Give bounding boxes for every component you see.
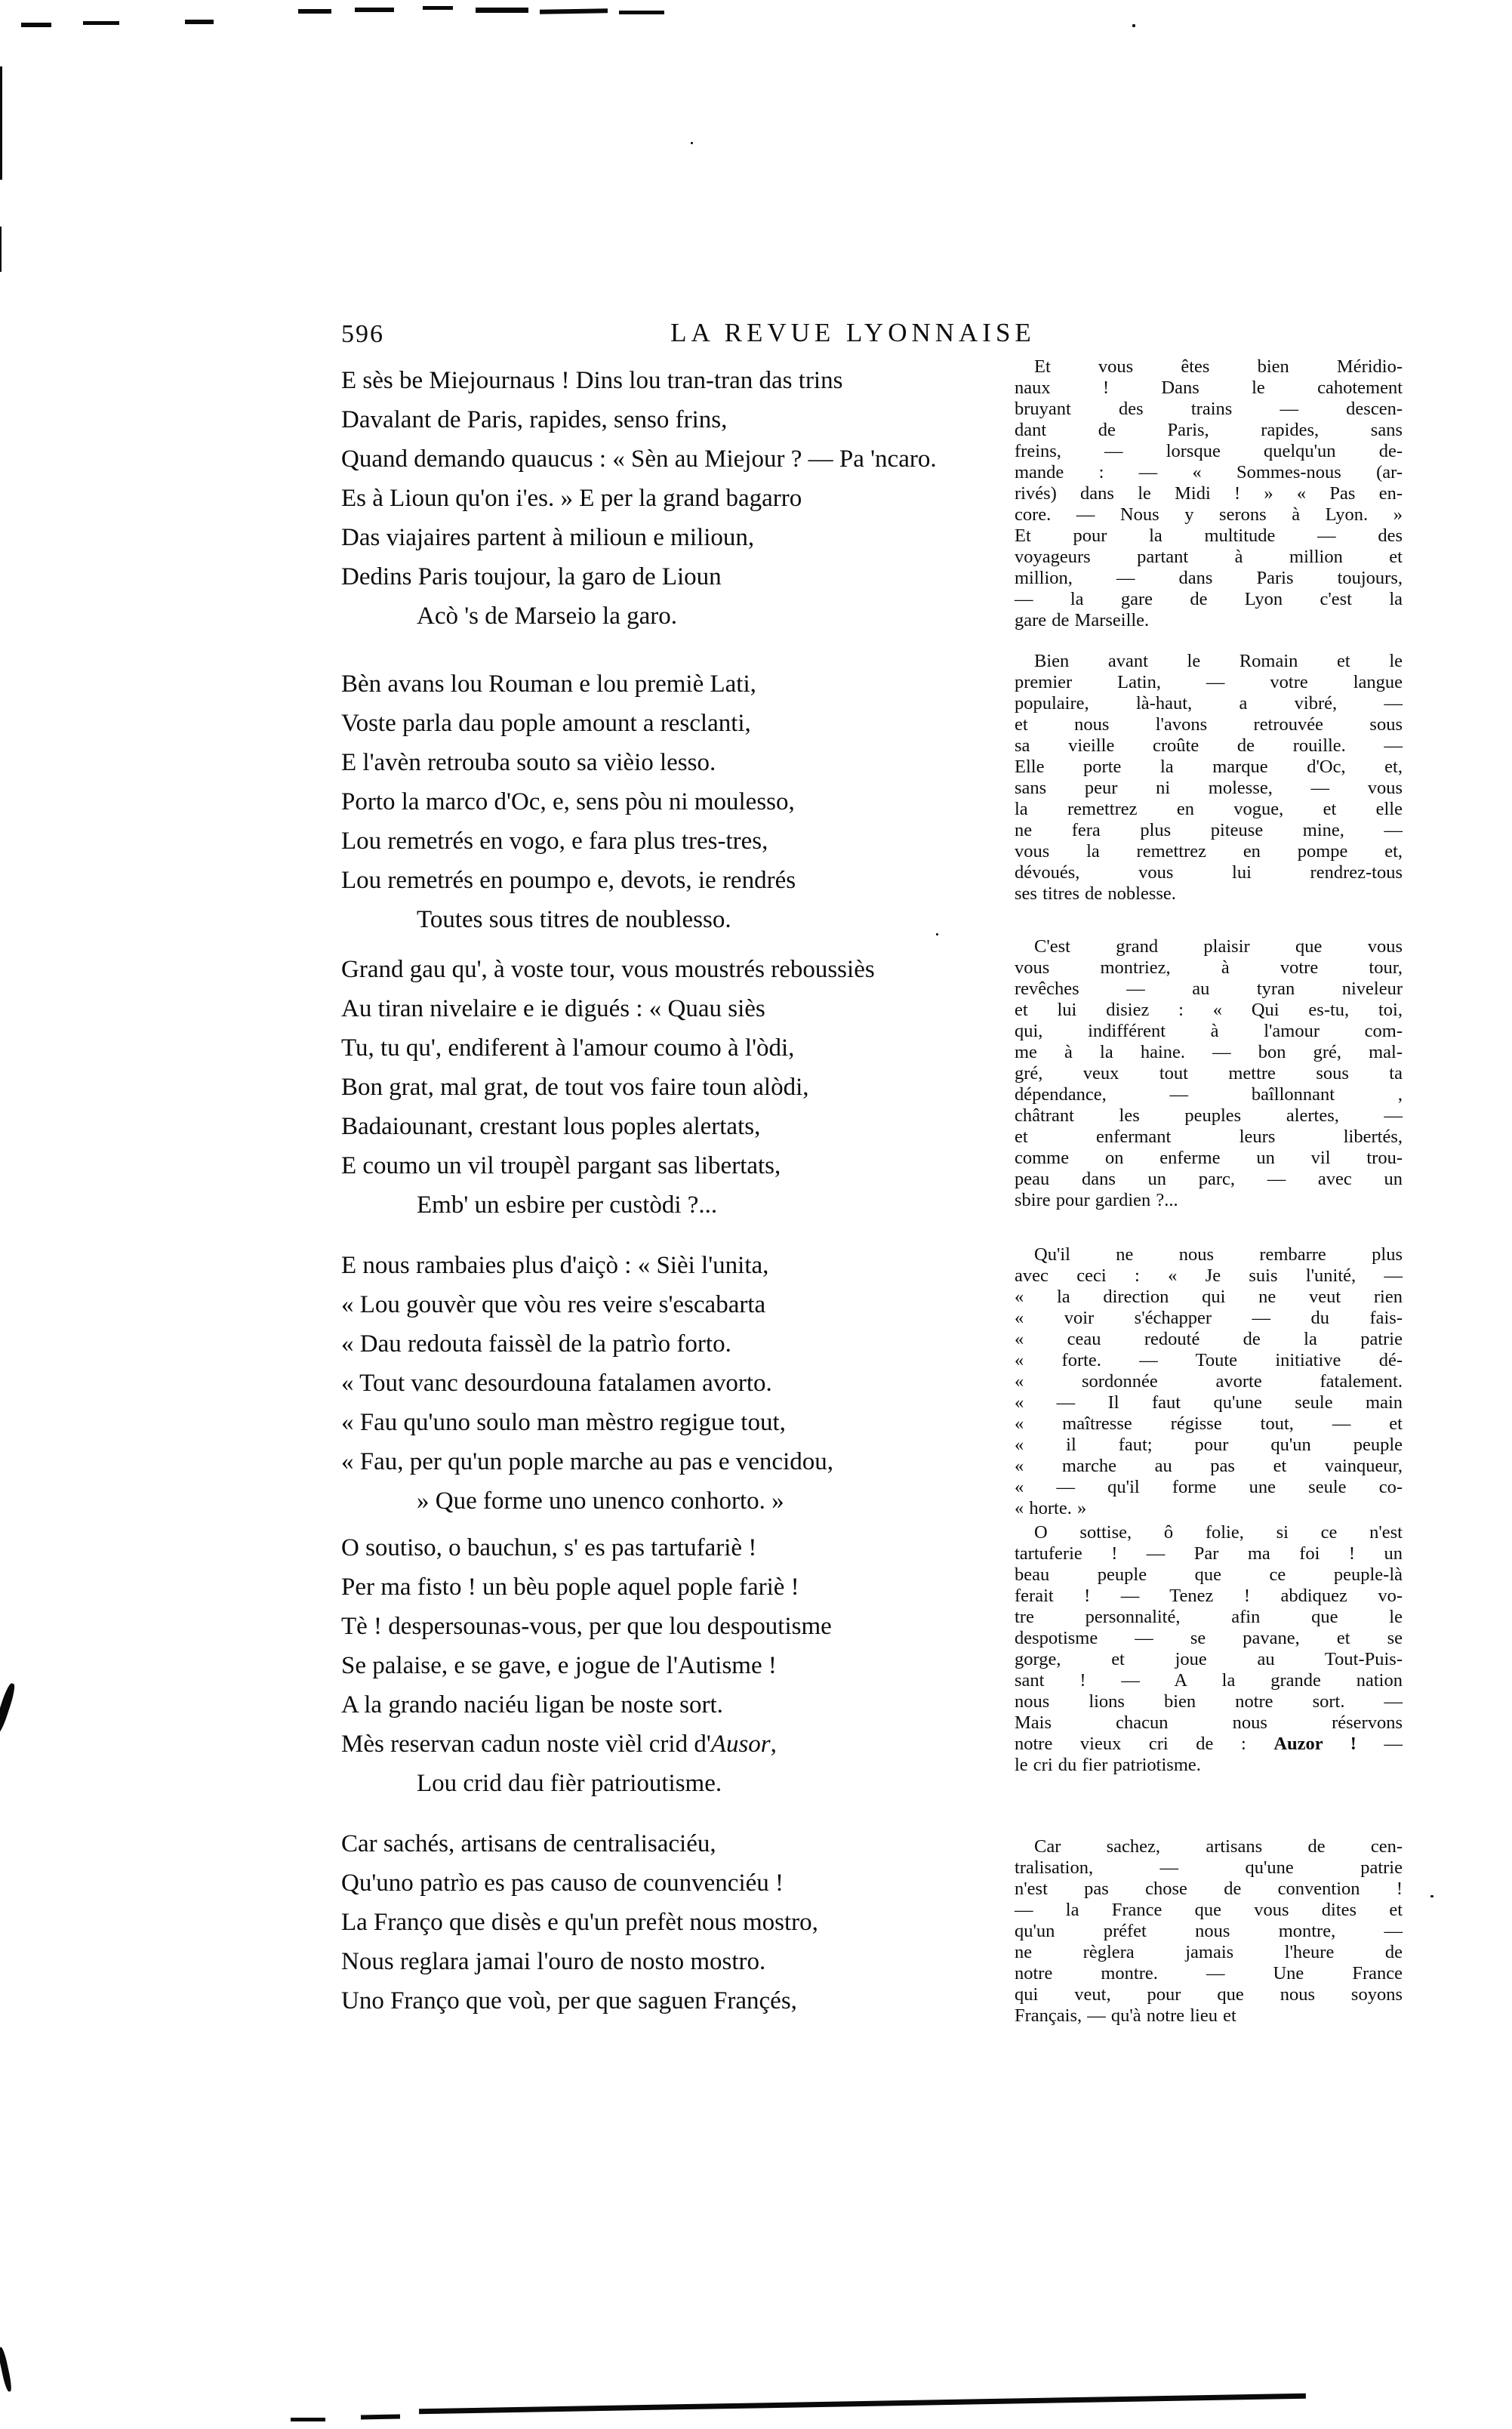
gloss-line: nous lions bien notre sort. — (1015, 1691, 1403, 1712)
poem-line: Per ma fisto ! un bèu pople aquel pople fariè ! (341, 1574, 799, 1601)
gloss-line: Français, — qu'à notre lieu et (1015, 2005, 1236, 2026)
gloss-line: « il faut; pour qu'un peuple (1015, 1435, 1403, 1455)
scan-artifact-top-dash (619, 11, 664, 14)
gloss-line: — la France que vous dites et (1015, 1900, 1403, 1920)
gloss-line: Et vous êtes bien Méridio- (1034, 356, 1403, 377)
gloss-line: le cri du fier patriotisme. (1015, 1755, 1201, 1775)
gloss-line: vous la remettrez en pompe et, (1015, 841, 1403, 862)
gloss-line: et lui disiez : « Qui es-tu, toi, (1015, 1000, 1403, 1020)
poem-line: O soutiso, o bauchun, s' es pas tartufariè ! (341, 1534, 757, 1561)
page-number: 596 (341, 320, 384, 348)
gloss-line: despotisme — se pavane, et se (1015, 1628, 1403, 1648)
poem-line: Davalant de Paris, rapides, senso frins, (341, 406, 728, 433)
poem-line: « Fau, per qu'un pople marche au pas e vencidou, (341, 1448, 833, 1475)
poem-line: Mès reservan cadun noste vièl crid d'Ausor, (341, 1731, 777, 1758)
poem-line: Es à Lioun qu'on i'es. » E per la grand bagarro (341, 485, 802, 512)
poem-line: Uno Franço que voù, per que saguen Françés, (341, 1987, 797, 2014)
gloss-line: Mais chacun nous réservons (1015, 1712, 1403, 1733)
poem-line: Car sachés, artisans de centralisaciéu, (341, 1830, 716, 1857)
gloss-line: mande : — « Sommes-nous (ar- (1015, 462, 1403, 482)
scan-artifact-top-dash (21, 23, 51, 27)
gloss-line: « forte. — Toute initiative dé- (1015, 1350, 1403, 1370)
gloss-line: « marche au pas et vainqueur, (1015, 1456, 1403, 1476)
gloss-line: sbire pour gardien ?... (1015, 1190, 1178, 1210)
poem-line: Tè ! despersounas-vous, per que lou despoutisme (341, 1613, 832, 1640)
gloss-line: « horte. » (1015, 1498, 1087, 1518)
gloss-line: tre personnalité, afin que le (1015, 1607, 1403, 1627)
gloss-line: Elle porte la marque d'Oc, et, (1015, 757, 1403, 777)
poem-line: E coumo un vil troupèl pargant sas libertats, (341, 1152, 781, 1179)
gloss-line: beau peuple que ce peuple-là (1015, 1564, 1403, 1585)
scan-artifact-left-line (0, 66, 2, 180)
poem-line: » Que forme uno unenco conhorto. » (417, 1487, 784, 1515)
poem-line: E l'avèn retrouba souto sa vièio lesso. (341, 749, 716, 776)
gloss-line: naux ! Dans le cahotement (1015, 378, 1403, 398)
poem-line: Quand demando quaucus : « Sèn au Miejour ? — Pa 'ncaro. (341, 445, 937, 473)
scan-artifact-top-dash (476, 8, 528, 13)
gloss-line: bruyant des trains — descen- (1015, 399, 1403, 419)
gloss-line: qui, indifférent à l'amour com- (1015, 1021, 1403, 1041)
gloss-line: la remettrez en vogue, et elle (1015, 799, 1403, 819)
gloss-line: n'est pas chose de convention ! (1015, 1879, 1403, 1899)
stanza (341, 1824, 1024, 2021)
gloss-line: gare de Marseille. (1015, 610, 1150, 630)
gloss-line: dévoués, vous lui rendrez-tous (1015, 862, 1403, 883)
stanza (341, 1528, 1024, 1803)
gloss-line: freins, — lorsque quelqu'un de- (1015, 441, 1403, 461)
scan-artifact-left-blot (0, 1682, 17, 1735)
gloss-line: vous montriez, à votre tour, (1015, 957, 1403, 978)
gloss-line: ne règlera jamais l'heure de (1015, 1942, 1403, 1962)
gloss-paragraph (1015, 1244, 1403, 1519)
gloss-line: gré, veux tout mettre sous ta (1015, 1063, 1403, 1083)
gloss-line: « sordonnée avorte fatalement. (1015, 1371, 1403, 1392)
gloss-line: qui veut, pour que nous soyons (1015, 1984, 1403, 2005)
poem-line: La Franço que disès e qu'un prefèt nous mostro, (341, 1909, 818, 1936)
translation-column (1015, 0, 1403, 2429)
gloss-line: sant ! — A la grande nation (1015, 1670, 1403, 1691)
gloss-line: « voir s'échapper — du fais- (1015, 1308, 1403, 1328)
poem-line: « Tout vanc desourdouna fatalamen avorto. (341, 1370, 772, 1397)
poem-line: Lou remetrés en vogo, e fara plus tres-tres, (341, 828, 768, 855)
gloss-line: Qu'il ne nous rembarre plus (1034, 1244, 1403, 1265)
gloss-line: million, — dans Paris toujours, (1015, 568, 1403, 588)
gloss-line: rivés) dans le Midi ! » « Pas en- (1015, 483, 1403, 504)
gloss-line: voyageurs partant à million et (1015, 547, 1403, 567)
gloss-line: — la gare de Lyon c'est la (1015, 589, 1403, 609)
gloss-line: premier Latin, — votre langue (1015, 672, 1403, 692)
poem-line: Au tiran nivelaire e ie digués : « Quau siès (341, 995, 765, 1022)
gloss-line: comme on enferme un vil trou- (1015, 1148, 1403, 1168)
scan-artifact-top-dash (298, 9, 331, 14)
gloss-line: core. — Nous y serons à Lyon. » (1015, 504, 1403, 525)
gloss-line: Et pour la multitude — des (1015, 526, 1403, 546)
scan-artifact-left-line (0, 227, 2, 272)
scan-artifact-top-dash (83, 21, 119, 25)
scan-artifact-speck (691, 142, 693, 144)
gloss-line: notre montre. — Une France (1015, 1963, 1403, 1984)
gloss-line: O sottise, ô folie, si ce n'est (1034, 1522, 1403, 1543)
poem-line: Nous reglara jamai l'ouro de nosto mostro. (341, 1948, 766, 1975)
poem-line: Lou remetrés en poumpo e, devots, ie rendrés (341, 867, 796, 894)
poem-line: Porto la marco d'Oc, e, sens pòu ni moulesso, (341, 788, 795, 815)
scan-artifact-speck (1132, 24, 1135, 27)
poem-line: Toutes sous titres de noublesso. (417, 906, 731, 933)
poem-line: « Lou gouvèr que vòu res veire s'escabarta (341, 1291, 766, 1318)
poem-line: E sès be Miejournaus ! Dins lou tran-tran das trins (341, 367, 843, 394)
gloss-line: tralisation, — qu'une patrie (1015, 1857, 1403, 1878)
gloss-line: « ceau redouté de la patrie (1015, 1329, 1403, 1349)
stanza (341, 950, 1024, 1225)
poem-line: Emb' un esbire per custòdi ?... (417, 1191, 718, 1219)
gloss-line: et enfermant leurs libertés, (1015, 1127, 1403, 1147)
gloss-paragraph (1015, 936, 1403, 1211)
gloss-line: ne fera plus piteuse mine, — (1015, 820, 1403, 840)
poem-line: Se palaise, e se gave, e jogue de l'Autisme ! (341, 1652, 777, 1679)
gloss-paragraph (1015, 651, 1403, 905)
gloss-line: Car sachez, artisans de cen- (1034, 1836, 1403, 1857)
poem-line: Badaiounant, crestant lous poples alertats, (341, 1113, 761, 1140)
gloss-line: « — qu'il forme une seule co- (1015, 1477, 1403, 1497)
gloss-line: sa vieille croûte de rouille. — (1015, 735, 1403, 756)
scan-artifact-left-blot (0, 2347, 13, 2393)
scan-artifact-bottom-dash (361, 2415, 400, 2420)
scan-artifact-top-dash (355, 8, 394, 12)
scan-artifact-speck (936, 933, 938, 936)
poem-line: « Dau redouta faissèl de la patrìo forto. (341, 1330, 731, 1358)
scan-artifact-top-dash (185, 20, 214, 24)
stanza (341, 664, 1024, 939)
gloss-line: peau dans un parc, — avec un (1015, 1169, 1403, 1189)
gloss-line: Bien avant le Romain et le (1034, 651, 1403, 671)
gloss-paragraph (1015, 1522, 1403, 1776)
gloss-line: châtrant les peuples alertes, — (1015, 1105, 1403, 1126)
gloss-line: avec ceci : « Je suis l'unité, — (1015, 1265, 1403, 1286)
gloss-line: notre vieux cri de : Auzor ! — (1015, 1734, 1403, 1754)
scan-artifact-speck (1430, 1895, 1433, 1897)
poem-line: E nous rambaies plus d'aiçò : « Sièi l'unita, (341, 1252, 769, 1279)
poem-line: Bon grat, mal grat, de tout vos faire toun alòdi, (341, 1074, 809, 1101)
gloss-line: « — Il faut qu'une seule main (1015, 1392, 1403, 1413)
gloss-paragraph (1015, 356, 1403, 631)
journal-title: LA REVUE LYONNAISE (670, 318, 1036, 347)
gloss-line: qu'un préfet nous montre, — (1015, 1921, 1403, 1941)
gloss-line: et nous l'avons retrouvée sous (1015, 714, 1403, 735)
stanza (341, 1246, 1024, 1521)
gloss-line: dépendance, — baîllonnant , (1015, 1084, 1403, 1105)
stanza (341, 361, 1024, 636)
gloss-paragraph (1015, 1836, 1403, 2027)
scan-artifact-top-dash (423, 6, 453, 10)
poem-line: Bèn avans lou Rouman e lou premiè Lati, (341, 670, 756, 698)
gloss-line: populaire, là-haut, a vibré, — (1015, 693, 1403, 714)
gloss-line: « maîtresse régisse tout, — et (1015, 1413, 1403, 1434)
poem-line: Tu, tu qu', endiferent à l'amour coumo à l'òdi, (341, 1034, 795, 1062)
gloss-line: me à la haine. — bon gré, mal- (1015, 1042, 1403, 1062)
gloss-line: sans peur ni molesse, — vous (1015, 778, 1403, 798)
poem-line: A la grando naciéu ligan be noste sort. (341, 1691, 723, 1718)
poem-line: Dedins Paris toujour, la garo de Lioun (341, 563, 722, 590)
gloss-line: ses titres de noblesse. (1015, 883, 1176, 904)
gloss-line: revêches — au tyran niveleur (1015, 979, 1403, 999)
gloss-line: gorge, et joue au Tout-Puis- (1015, 1649, 1403, 1669)
scan-artifact-bottom-dash (291, 2418, 325, 2421)
poem-line: Grand gau qu', à voste tour, vous moustrés reboussiès (341, 956, 875, 983)
poem-line: Acò 's de Marseio la garo. (417, 603, 678, 630)
poem-line: Das viajaires partent à milioun e milioun, (341, 524, 755, 551)
poem-line: « Fau qu'uno soulo man mèstro regigue tout, (341, 1409, 786, 1436)
gloss-line: tartuferie ! — Par ma foi ! un (1015, 1543, 1403, 1564)
poem-column (341, 0, 1024, 2429)
poem-line: Lou crid dau fièr patrioutisme. (417, 1770, 722, 1797)
gloss-line: C'est grand plaisir que vous (1034, 936, 1403, 957)
poem-line: Voste parla dau pople amount a resclanti, (341, 710, 751, 737)
gloss-line: ferait ! — Tenez ! abdiquez vo- (1015, 1586, 1403, 1606)
gloss-line: « la direction qui ne veut rien (1015, 1287, 1403, 1307)
poem-line: Qu'uno patrìo es pas causo de counvenciéu ! (341, 1870, 784, 1897)
gloss-line: dant de Paris, rapides, sans (1015, 420, 1403, 440)
